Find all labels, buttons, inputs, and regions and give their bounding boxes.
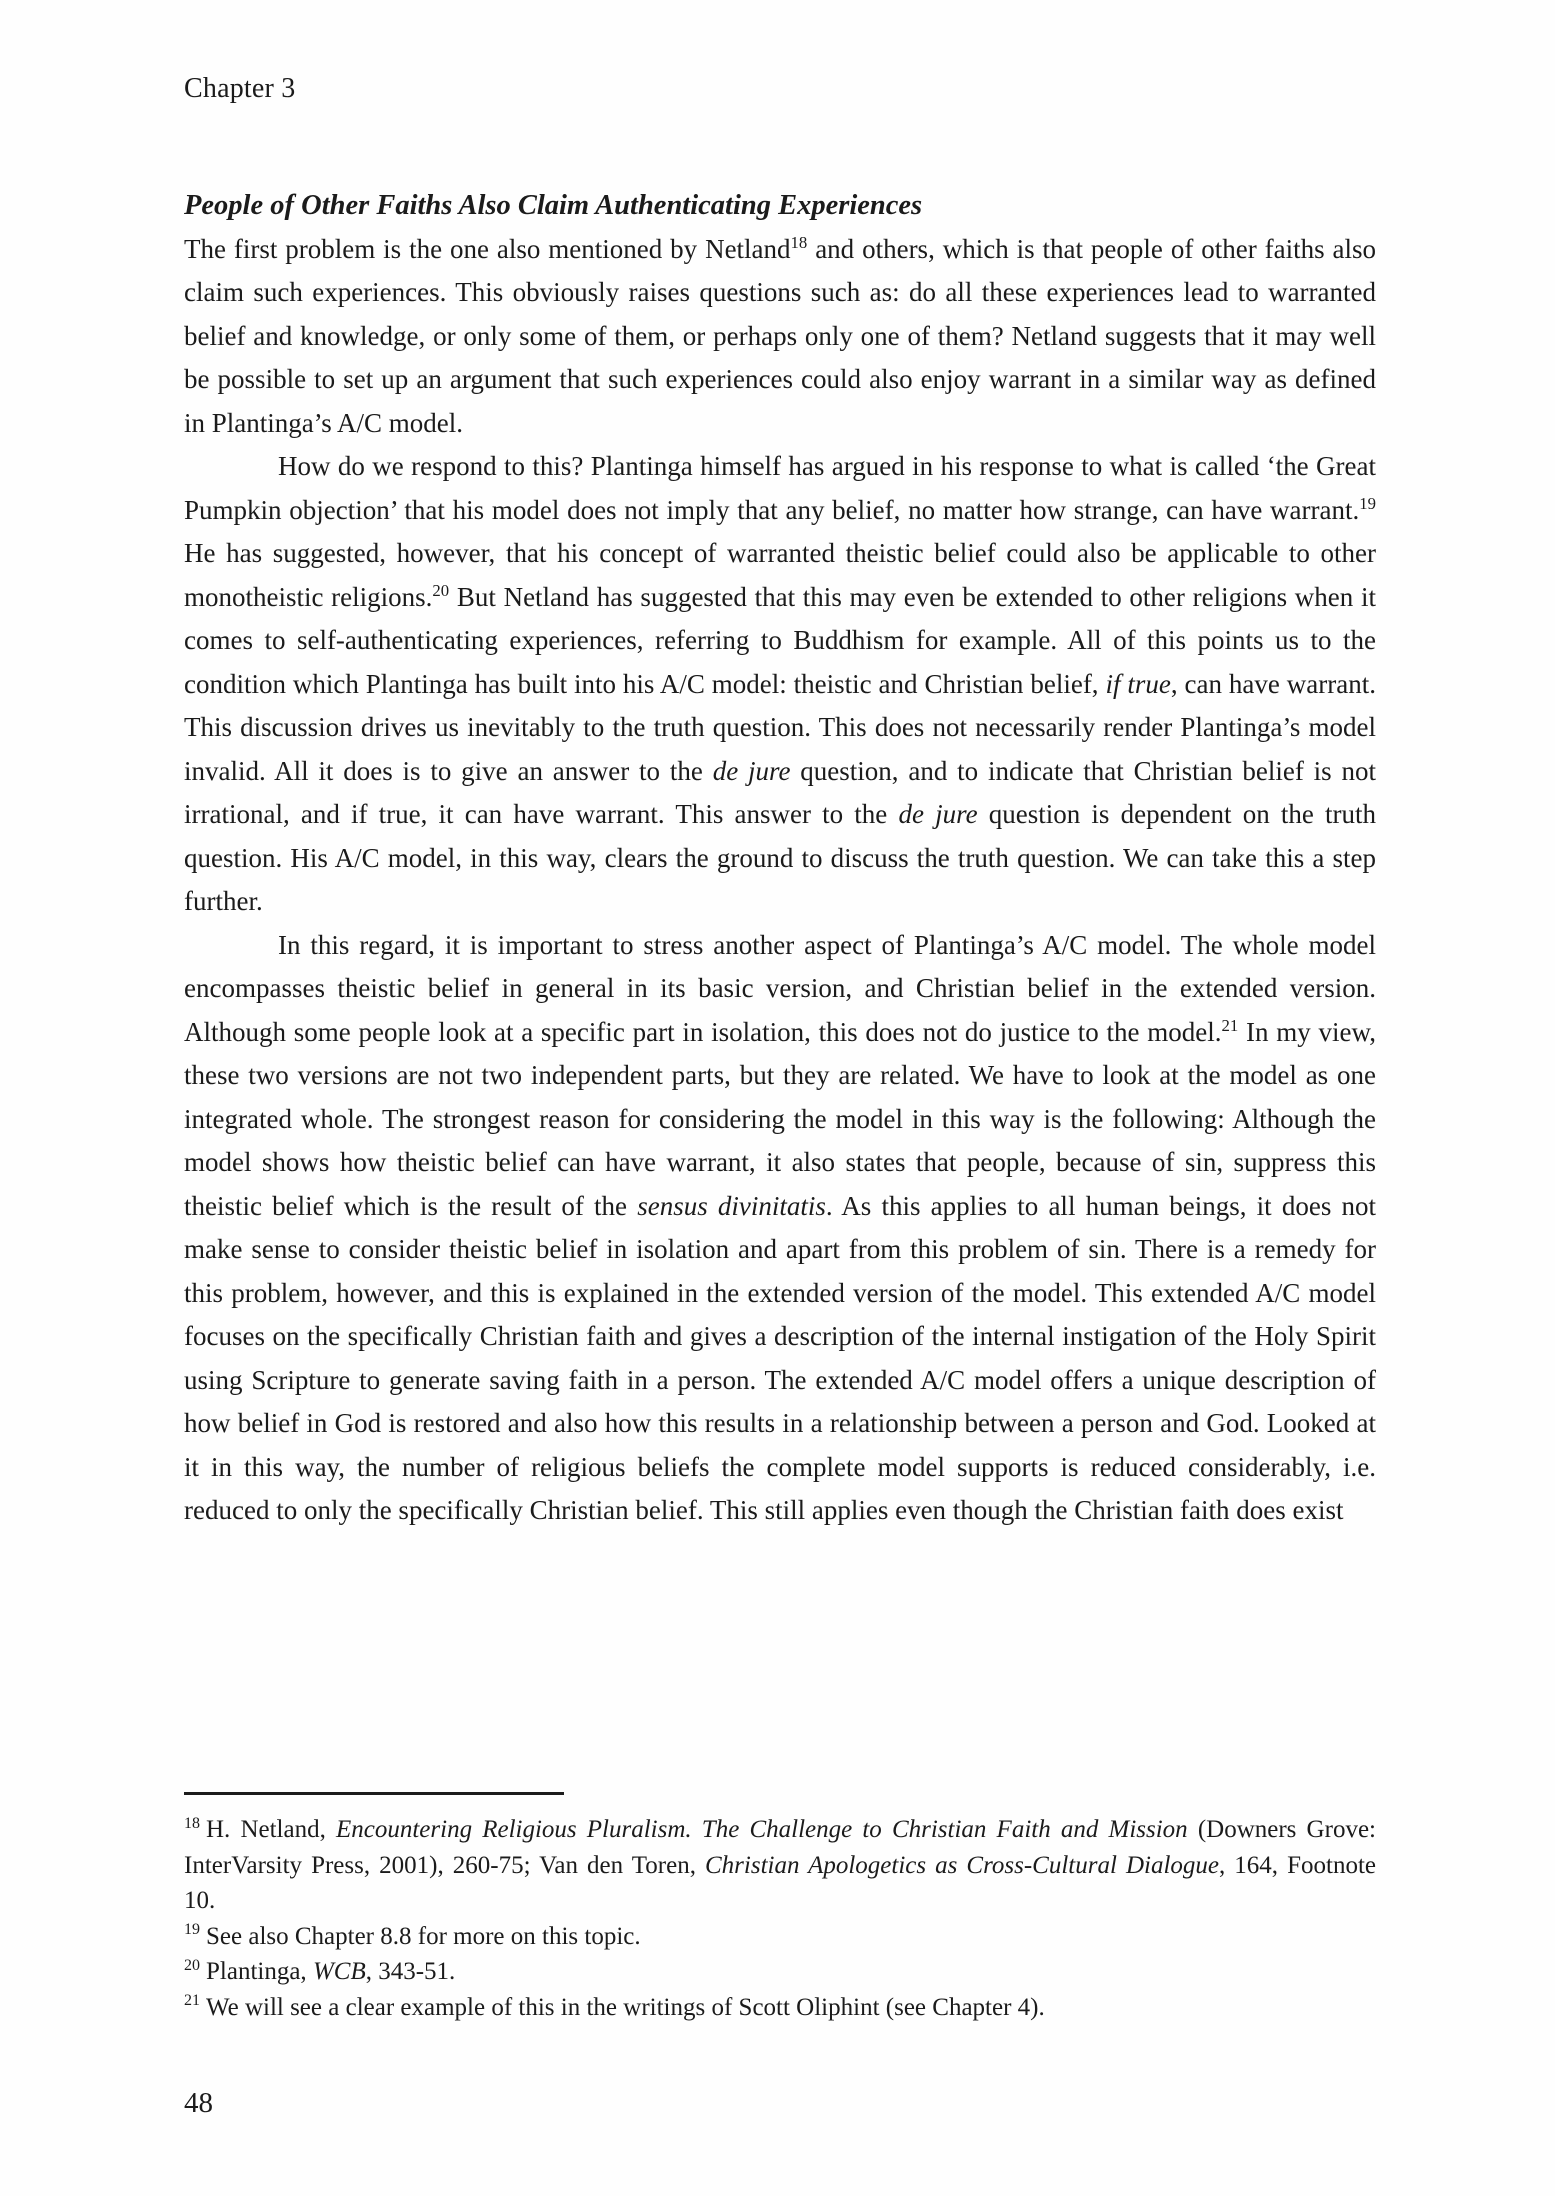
- footnote-text: H. Netland, Encountering Religious Pluralism. The Challenge to Christian Faith and Mission (Downers Grove: InterVarsity Press, 2001), 260-75; Van den Toren, Christian Apologetics as Cross-Cultural Dialogue, 164, Footnote 10.: [184, 1816, 1376, 1914]
- footnote-text: Plantinga, WCB, 343-51.: [206, 1958, 456, 1985]
- footnote-text: We will see a clear example of this in the writings of Scott Oliphint (see Chapter 4).: [206, 1993, 1045, 2021]
- body-paragraph-3: In this regard, it is important to stress another aspect of Plantinga’s A/C model. The whole model encompasses theistic belief in general in its basic version, and Christian belief in the extended version. Although some people look at a specific part in isolation, this does not do justice to the model.$^{21}$ In my view, these two versions are not two independent parts, but they are related. We have to look at the model as one integrated whole. The strongest reason for considering the model in this way is the following: Although the model shows how theistic belief can have warrant, it also states that people, because of sin, suppress this theistic belief which is the result of the sensus divinitatis. As this applies to all human beings, it does not make sense to consider theistic belief in isolation and apart from this problem of sin. There is a remedy for this problem, however, and this is explained in the extended version of the model. This extended A/C model focuses on the specifically Christian faith and gives a description of the internal instigation of the Holy Spirit using Scripture to generate saving faith in a person. The extended A/C model offers a unique description of how belief in God is restored and also how this results in a relationship between a person and God. Looked at it in this way, the number of religious beliefs the complete model supports is reduced considerably, i.e. reduced to only the specifically Christian belief. This still applies even though the Christian faith does exist: [184, 929, 1376, 1525]
- footnotes-section: [184, 1812, 1376, 2042]
- footnote-marker: 21: [184, 1992, 200, 2010]
- body-paragraph-2: How do we respond to this? Plantinga himself has argued in his response to what is called ‘the Great Pumpkin objection’ that his model does not imply that any belief, no matter how strange, can have warrant.$^{19}$ He has suggested, however, that his concept of warranted theistic belief could also be applicable to other monotheistic religions.$^{20}$ But Netland has suggested that this may even be extended to other religions when it comes to self-authenticating experiences, referring to Buddhism for example. All of this points us to the condition which Plantinga has built into his A/C model: theistic and Christian belief, if true, can have warrant. This discussion drives us inevitably to the truth question. This does not necessarily render Plantinga’s model invalid. All it does is to give an answer to the de jure question, and to indicate that Christian belief is not irrational, and if true, it can have warrant. This answer to the de jure question is dependent on the truth question. His A/C model, in this way, clears the ground to discuss the truth question. We can take this a step further.: [184, 451, 1376, 916]
- footnote-21: [184, 1990, 1376, 2026]
- running-header: Chapter 3: [184, 73, 296, 104]
- footnote-marker: 19: [184, 1921, 200, 1939]
- footnote-19: [184, 1919, 1376, 1955]
- footnote-18: [184, 1812, 1376, 1919]
- page-number: 48: [184, 2087, 213, 2119]
- body-paragraph-1: The first problem is the one also mentioned by Netland$^{18}$ and others, which is that people of other faiths also claim such experiences. This obviously raises questions such as: do all these experiences lead to warranted belief and knowledge, or only some of them, or perhaps only one of them? Netland suggests that it may well be possible to set up an argument that such experiences could also enjoy warrant in a similar way as defined in Plantinga’s A/C model.: [184, 232, 1376, 438]
- section-heading: People of Other Faiths Also Claim Authenticating Experiences: [184, 190, 923, 221]
- footnote-20: [184, 1954, 1376, 1990]
- page-body: [184, 184, 1376, 1786]
- footnote-text: See also Chapter 8.8 for more on this topic.: [206, 1922, 641, 1950]
- footnote-marker: 20: [184, 1956, 200, 1974]
- footnote-separator: [184, 1792, 564, 1795]
- footnote-marker: 18: [184, 1814, 200, 1832]
